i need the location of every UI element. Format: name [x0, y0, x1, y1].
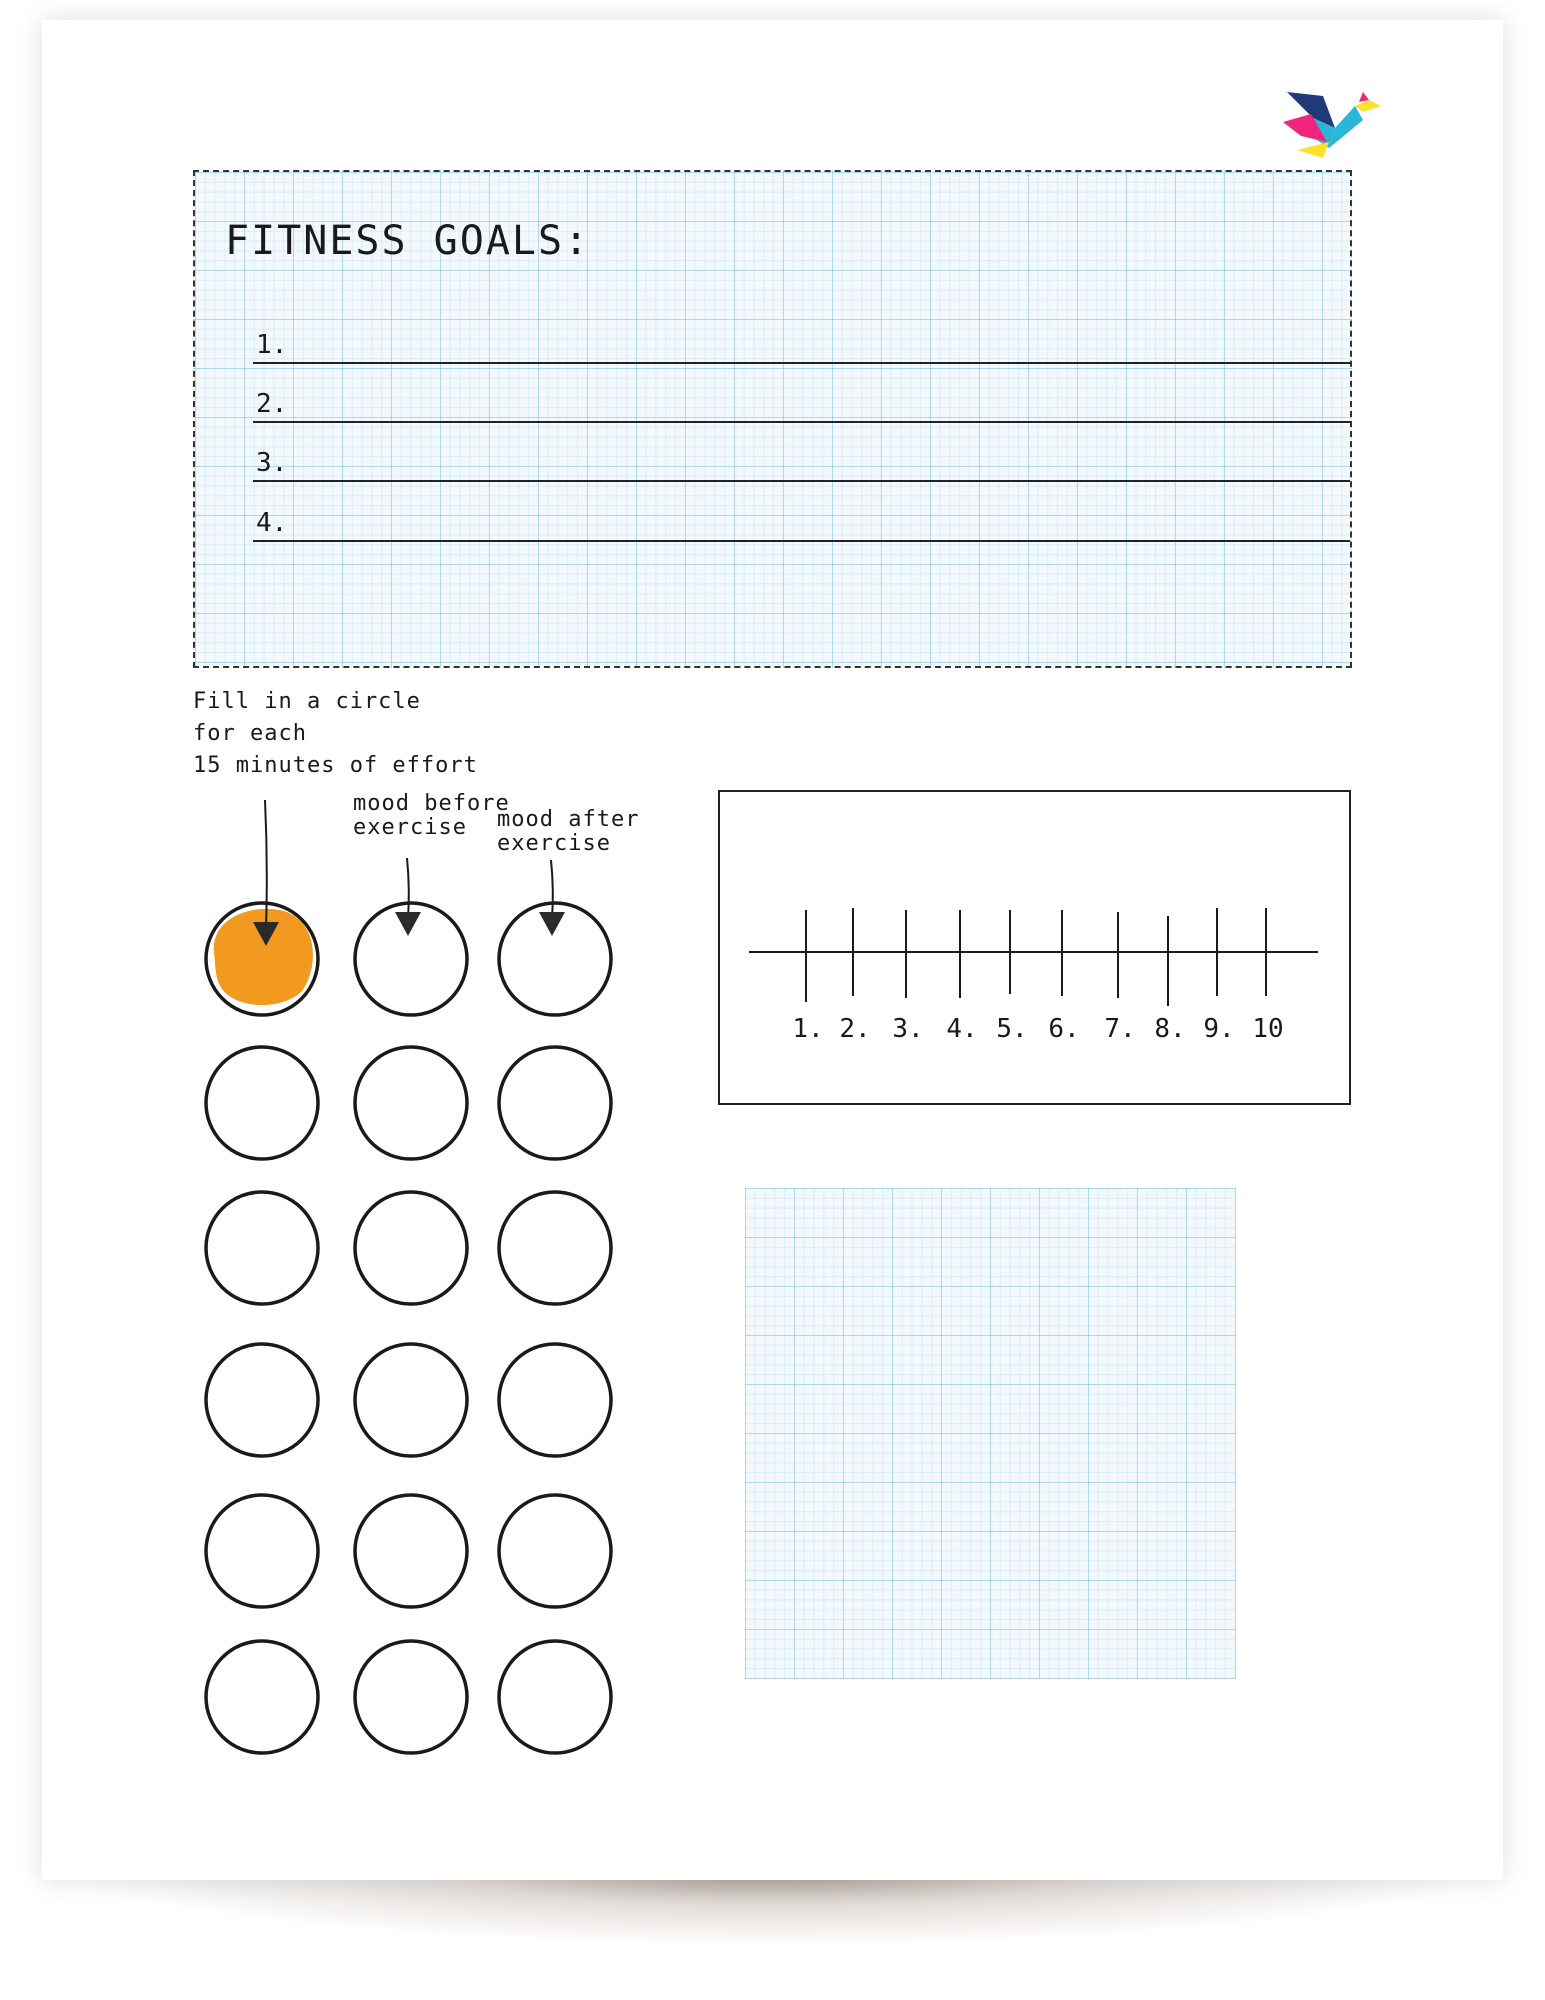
instruction-line: for each [193, 721, 307, 746]
arrow-shaft [551, 860, 553, 918]
tracker-circle[interactable] [355, 1641, 467, 1753]
tracker-circle[interactable] [206, 1344, 318, 1456]
tracker-circle[interactable] [355, 1047, 467, 1159]
tracker-circle[interactable] [499, 1047, 611, 1159]
goal-number: 2. [256, 389, 288, 419]
arrow-head [539, 912, 565, 936]
origami-bird-icon [1283, 92, 1383, 158]
graph-paper-area[interactable] [745, 1188, 1236, 1679]
scale-tick-label[interactable]: 7. [1104, 1014, 1136, 1044]
page-title: FITNESS GOALS: [225, 218, 591, 264]
circle-outline [499, 1495, 611, 1607]
goal-number: 3. [256, 448, 288, 478]
scale-tick-label[interactable]: 2. [839, 1014, 871, 1044]
effort-arrow [253, 800, 279, 946]
mood-scale-box [718, 790, 1351, 1105]
tracker-circle[interactable] [499, 1192, 611, 1304]
goal-number: 1. [256, 330, 288, 360]
tracker-circle[interactable] [355, 1495, 467, 1607]
tracker-circle[interactable] [499, 1641, 611, 1753]
tracker-circle[interactable] [206, 1641, 318, 1753]
label-line: mood after [497, 807, 640, 832]
circle-outline [499, 1192, 611, 1304]
scale-tick-label[interactable]: 3. [892, 1014, 924, 1044]
tracker-circle[interactable] [355, 1192, 467, 1304]
label-line: mood before [353, 791, 510, 816]
circle-outline [499, 1047, 611, 1159]
circle-outline [206, 1344, 318, 1456]
mood-scale [720, 792, 1353, 1107]
scale-tick-label[interactable]: 10 [1252, 1014, 1284, 1044]
circle-outline [499, 1641, 611, 1753]
arrow-shaft [407, 858, 409, 918]
circle-outline [206, 1641, 318, 1753]
scale-tick-label[interactable]: 5. [996, 1014, 1028, 1044]
circle-outline [206, 1192, 318, 1304]
scale-tick-label[interactable]: 6. [1048, 1014, 1080, 1044]
scale-tick-label[interactable]: 4. [946, 1014, 978, 1044]
tracker-circle[interactable] [206, 1047, 318, 1159]
circle-outline [355, 1047, 467, 1159]
scale-tick-label[interactable]: 1. [792, 1014, 824, 1044]
scale-tick-label[interactable]: 8. [1154, 1014, 1186, 1044]
tracker-circle[interactable] [499, 1344, 611, 1456]
instruction-line: Fill in a circle [193, 689, 421, 714]
after-arrow [539, 860, 565, 936]
goal-number: 4. [256, 508, 288, 538]
circle-outline [206, 1047, 318, 1159]
circle-outline [355, 1192, 467, 1304]
tracker-circle[interactable] [206, 1192, 318, 1304]
before-arrow [395, 858, 421, 936]
arrow-shaft [265, 800, 267, 928]
circle-outline [355, 1344, 467, 1456]
circle-outline [206, 1495, 318, 1607]
tracker-circle[interactable] [206, 903, 318, 1015]
tracker-circle[interactable] [355, 1344, 467, 1456]
circle-outline [355, 1641, 467, 1753]
arrow-head [395, 912, 421, 936]
tracker-circle[interactable] [206, 1495, 318, 1607]
circle-outline [355, 1495, 467, 1607]
label-line: exercise [497, 831, 611, 856]
circle-outline [499, 1344, 611, 1456]
label-line: exercise [353, 815, 467, 840]
scale-tick-label[interactable]: 9. [1203, 1014, 1235, 1044]
instruction-line: 15 minutes of effort [193, 753, 478, 778]
tracker-circle[interactable] [499, 1495, 611, 1607]
effort-circle-tracker [0, 0, 700, 1800]
